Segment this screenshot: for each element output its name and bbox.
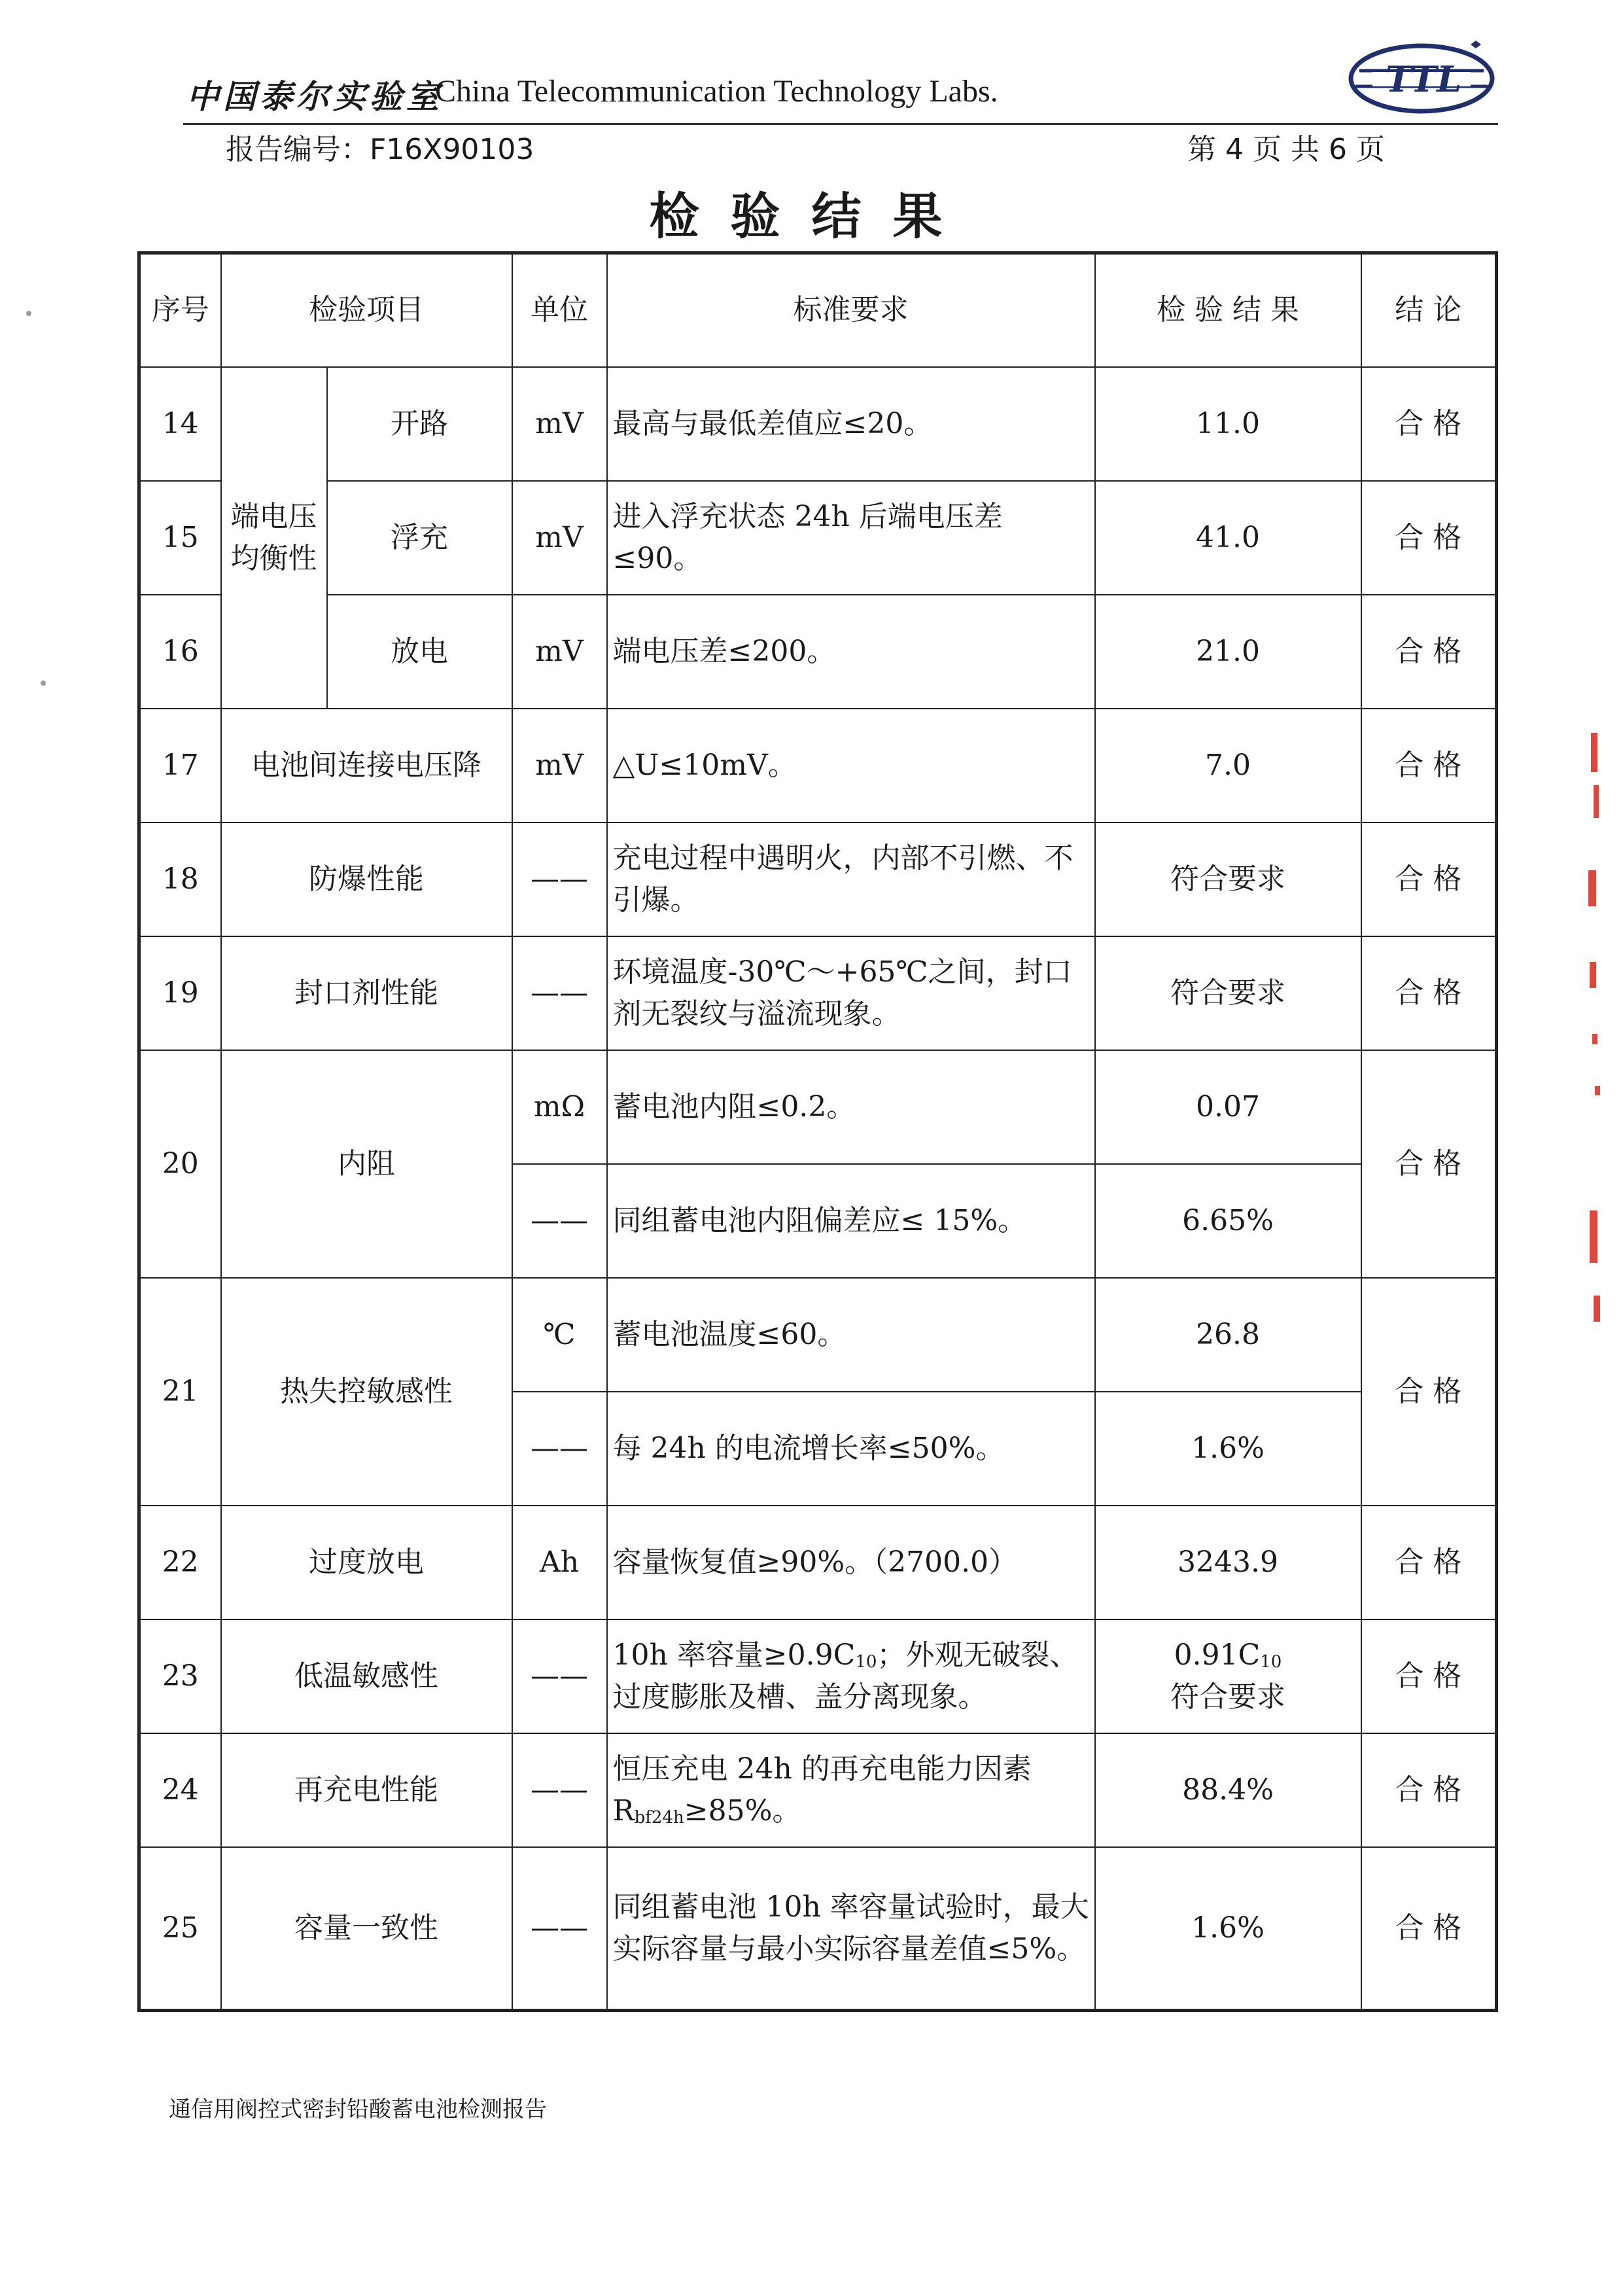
row-item: 过度放电 bbox=[221, 1506, 512, 1619]
table-row bbox=[139, 1619, 1497, 1733]
footer-text: 通信用阀控式密封铅酸蓄电池检测报告 bbox=[169, 2096, 547, 2123]
header-item: 检验项目 bbox=[221, 253, 512, 367]
header-result: 检 验 结 果 bbox=[1095, 253, 1361, 367]
stamp-fragment bbox=[1592, 1034, 1597, 1044]
logo-text: TTL bbox=[1385, 58, 1462, 100]
row-item: 防爆性能 bbox=[221, 822, 512, 936]
row-item: 内阻 bbox=[221, 1050, 512, 1278]
row-requirement: 充电过程中遇明火，内部不引燃、不引爆。 bbox=[607, 822, 1095, 936]
header-unit: 单位 bbox=[512, 253, 607, 367]
table-row bbox=[139, 1278, 1497, 1392]
row-requirement: 进入浮充状态 24h 后端电压差≤90。 bbox=[607, 481, 1095, 595]
row-conclusion: 合 格 bbox=[1361, 1847, 1497, 2011]
table-row bbox=[139, 595, 1497, 709]
row-seq: 23 bbox=[139, 1619, 221, 1733]
row-seq: 20 bbox=[139, 1050, 221, 1278]
row-conclusion: 合 格 bbox=[1361, 481, 1497, 595]
table-row bbox=[139, 1847, 1497, 2011]
row-sub-item: 开路 bbox=[327, 367, 512, 481]
row-unit: mΩ bbox=[512, 1050, 607, 1164]
row-requirement bbox=[607, 1733, 1095, 1847]
table-header-row bbox=[139, 253, 1497, 367]
row-conclusion: 合 格 bbox=[1361, 1733, 1497, 1847]
row-unit: —— bbox=[512, 1392, 607, 1506]
row-requirement: 最高与最低差值应≤20。 bbox=[607, 367, 1095, 481]
lab-name-cn: 中国泰尔实验室 bbox=[186, 77, 443, 116]
stamp-fragment bbox=[1595, 1086, 1600, 1095]
row-item: 再充电性能 bbox=[221, 1733, 512, 1847]
header-divider bbox=[183, 123, 1498, 125]
row-seq: 17 bbox=[139, 709, 221, 822]
row-conclusion: 合 格 bbox=[1361, 822, 1497, 936]
table-row bbox=[139, 481, 1497, 595]
page-number: 第 4 页 共 6 页 bbox=[1187, 133, 1385, 166]
row-result: 26.8 bbox=[1095, 1278, 1361, 1392]
table-row bbox=[139, 1733, 1497, 1847]
row-unit: mV bbox=[512, 709, 607, 822]
row-result: 1.6% bbox=[1095, 1392, 1361, 1506]
row-conclusion: 合 格 bbox=[1361, 1278, 1497, 1506]
subscript: 10 bbox=[1260, 1651, 1282, 1672]
requirement-text: 恒压充电 24h 的再充电能力因素 R bbox=[612, 1752, 1032, 1828]
row-item: 容量一致性 bbox=[221, 1847, 512, 2011]
row-result: 41.0 bbox=[1095, 481, 1361, 595]
scan-dot bbox=[26, 311, 31, 316]
requirement-text: ≥85%。 bbox=[684, 1793, 801, 1828]
row-result bbox=[1095, 1619, 1361, 1733]
row-requirement: 同组蓄电池内阻偏差应≤ 15%。 bbox=[607, 1164, 1095, 1278]
row-seq: 25 bbox=[139, 1847, 221, 2011]
table-row bbox=[139, 822, 1497, 936]
row-requirement: △U≤10mV。 bbox=[607, 709, 1095, 822]
row-result: 6.65% bbox=[1095, 1164, 1361, 1278]
row-result: 7.0 bbox=[1095, 709, 1361, 822]
row-result: 11.0 bbox=[1095, 367, 1361, 481]
row-result: 3243.9 bbox=[1095, 1506, 1361, 1619]
row-conclusion: 合 格 bbox=[1361, 1619, 1497, 1733]
row-sub-item: 放电 bbox=[327, 595, 512, 709]
row-seq: 14 bbox=[139, 367, 221, 481]
report-number: 报告编号：F16X90103 bbox=[226, 133, 534, 166]
row-unit: mV bbox=[512, 367, 607, 481]
row-unit: —— bbox=[512, 1733, 607, 1847]
row-requirement: 蓄电池温度≤60。 bbox=[607, 1278, 1095, 1392]
row-requirement: 容量恢复值≥90%。（2700.0） bbox=[607, 1506, 1095, 1619]
table-row bbox=[139, 367, 1497, 481]
row-item: 电池间连接电压降 bbox=[221, 709, 512, 822]
row-seq: 18 bbox=[139, 822, 221, 936]
stamp-fragment bbox=[1594, 1296, 1600, 1322]
stamp-fragment bbox=[1591, 733, 1597, 772]
row-item: 封口剂性能 bbox=[221, 936, 512, 1050]
results-table bbox=[137, 251, 1498, 2012]
result-text: 符合要求 bbox=[1170, 1680, 1285, 1714]
row-seq: 22 bbox=[139, 1506, 221, 1619]
subscript: 10 bbox=[855, 1651, 877, 1672]
row-result: 符合要求 bbox=[1095, 822, 1361, 936]
row-unit: mV bbox=[512, 481, 607, 595]
stamp-fragment bbox=[1590, 1210, 1597, 1263]
row-unit: —— bbox=[512, 1164, 607, 1278]
row-group-item: 端电压均衡性 bbox=[221, 367, 327, 709]
row-conclusion: 合 格 bbox=[1361, 1050, 1497, 1278]
row-requirement: 蓄电池内阻≤0.2。 bbox=[607, 1050, 1095, 1164]
header-seq: 序号 bbox=[139, 253, 221, 367]
table-row bbox=[139, 1506, 1497, 1619]
row-sub-item: 浮充 bbox=[327, 481, 512, 595]
requirement-text: ；外观无破裂、过度膨胀及槽、盖分离现象。 bbox=[612, 1638, 1079, 1714]
row-result: 88.4% bbox=[1095, 1733, 1361, 1847]
row-conclusion: 合 格 bbox=[1361, 936, 1497, 1050]
row-conclusion: 合 格 bbox=[1361, 1506, 1497, 1619]
row-conclusion: 合 格 bbox=[1361, 709, 1497, 822]
row-result: 符合要求 bbox=[1095, 936, 1361, 1050]
row-unit: ℃ bbox=[512, 1278, 607, 1392]
ttl-logo bbox=[1346, 34, 1497, 119]
subscript: bf24h bbox=[634, 1807, 684, 1828]
row-item: 低温敏感性 bbox=[221, 1619, 512, 1733]
scan-dot bbox=[41, 680, 46, 686]
table-row bbox=[139, 1050, 1497, 1164]
row-requirement bbox=[607, 1619, 1095, 1733]
lab-name-en: China Telecommunication Technology Labs. bbox=[435, 74, 998, 109]
row-result: 1.6% bbox=[1095, 1847, 1361, 2011]
row-conclusion: 合 格 bbox=[1361, 595, 1497, 709]
page-title: 检验结果 bbox=[649, 187, 974, 245]
row-requirement: 端电压差≤200。 bbox=[607, 595, 1095, 709]
row-unit: —— bbox=[512, 1847, 607, 2011]
row-unit: —— bbox=[512, 1619, 607, 1733]
row-requirement: 每 24h 的电流增长率≤50%。 bbox=[607, 1392, 1095, 1506]
table-row bbox=[139, 936, 1497, 1050]
stamp-fragment bbox=[1594, 785, 1599, 818]
row-result: 0.07 bbox=[1095, 1050, 1361, 1164]
requirement-text: 10h 率容量≥0.9C bbox=[612, 1638, 856, 1672]
row-requirement: 环境温度-30℃～+65℃之间，封口剂无裂纹与溢流现象。 bbox=[607, 936, 1095, 1050]
stamp-fragment bbox=[1588, 870, 1596, 906]
row-unit: —— bbox=[512, 822, 607, 936]
row-seq: 19 bbox=[139, 936, 221, 1050]
header-conclusion: 结 论 bbox=[1361, 253, 1497, 367]
row-unit: —— bbox=[512, 936, 607, 1050]
row-seq: 21 bbox=[139, 1278, 221, 1506]
row-result: 21.0 bbox=[1095, 595, 1361, 709]
row-conclusion: 合 格 bbox=[1361, 367, 1497, 481]
row-item: 热失控敏感性 bbox=[221, 1278, 512, 1506]
header-requirement: 标准要求 bbox=[607, 253, 1095, 367]
row-seq: 24 bbox=[139, 1733, 221, 1847]
row-requirement: 同组蓄电池 10h 率容量试验时，最大实际容量与最小实际容量差值≤5%。 bbox=[607, 1847, 1095, 2011]
stamp-fragment bbox=[1590, 962, 1596, 988]
result-text: 0.91C bbox=[1174, 1638, 1261, 1672]
table-row bbox=[139, 709, 1497, 822]
row-unit: mV bbox=[512, 595, 607, 709]
row-unit: Ah bbox=[512, 1506, 607, 1619]
row-seq: 15 bbox=[139, 481, 221, 595]
row-seq: 16 bbox=[139, 595, 221, 709]
